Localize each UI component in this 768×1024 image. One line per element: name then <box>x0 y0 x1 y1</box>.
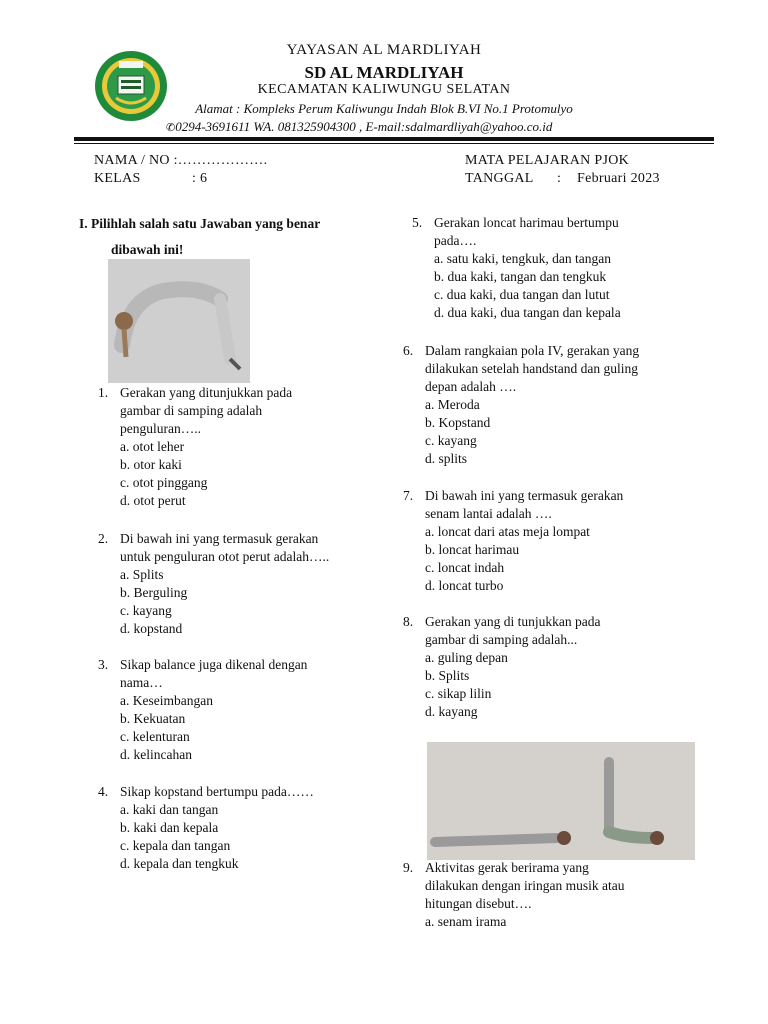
option-a[interactable]: a. Meroda <box>425 397 480 412</box>
option-b[interactable]: b. Berguling <box>120 585 188 600</box>
question-stem: Aktivitas gerak berirama yang <box>425 860 589 875</box>
question-stem: Di bawah ini yang termasuk gerakan <box>425 488 624 503</box>
option-c[interactable]: c. kelenturan <box>120 729 190 744</box>
section-title: I. Pilihlah salah satu Jawaban yang benar <box>79 216 321 231</box>
question-stem: Di bawah ini yang termasuk gerakan <box>120 531 319 546</box>
option-d[interactable]: d. kayang <box>425 704 478 719</box>
option-b[interactable]: b. loncat harimau <box>425 542 520 557</box>
question-6 <box>403 342 713 468</box>
option-a[interactable]: a. kaki dan tangan <box>120 802 219 817</box>
option-b[interactable]: b. dua kaki, tangan dan tengkuk <box>434 269 607 284</box>
option-a[interactable]: a. Splits <box>120 567 164 582</box>
question-stem: senam lantai adalah …. <box>425 506 552 521</box>
question-stem: Sikap balance juga dikenal dengan <box>120 657 308 672</box>
kayang-photo <box>108 259 250 383</box>
class-label: KELAS <box>94 171 141 186</box>
school-name: SD AL MARDLIYAH <box>304 63 464 82</box>
option-c[interactable]: c. kayang <box>425 433 477 448</box>
header-divider <box>74 137 714 141</box>
subject-label: MATA PELAJARAN PJOK <box>465 153 630 168</box>
option-d[interactable]: d. splits <box>425 451 468 466</box>
question-8 <box>403 613 713 721</box>
question-stem: gambar di samping adalah <box>120 403 263 418</box>
option-c[interactable]: c. sikap lilin <box>425 686 492 701</box>
question-number: 4. <box>98 784 109 799</box>
option-d[interactable]: d. kelincahan <box>120 747 192 762</box>
question-stem: pada…. <box>434 233 477 248</box>
option-c[interactable]: c. kayang <box>120 603 172 618</box>
name-field: NAMA / NO :………………. <box>94 153 268 168</box>
option-c[interactable]: c. loncat indah <box>425 560 505 575</box>
option-b[interactable]: b. Kekuatan <box>120 711 186 726</box>
option-b[interactable]: b. Kopstand <box>425 415 491 430</box>
question-stem: gambar di samping adalah... <box>425 632 578 647</box>
district-name: KECAMATAN KALIWUNGU SELATAN <box>257 82 511 97</box>
sikap-lilin-photo <box>427 742 695 860</box>
option-d[interactable]: d. dua kaki, dua tangan dan kepala <box>434 305 621 320</box>
question-9 <box>403 859 713 931</box>
question-number: 2. <box>98 531 109 546</box>
question-stem: penguluran….. <box>120 421 201 436</box>
school-contact: ✆0294-3691611 WA. 081325904300 , E-mail:sdalmardliyah@yahoo.co.id <box>166 119 553 134</box>
section-title-line2: dibawah ini! <box>111 242 184 257</box>
question-5 <box>412 214 712 322</box>
header-divider-thin <box>74 143 714 144</box>
question-number: 3. <box>98 657 109 672</box>
question-4 <box>98 783 378 873</box>
question-stem: Sikap kopstand bertumpu pada…… <box>120 784 314 799</box>
date-value: Februari 2023 <box>577 171 660 186</box>
question-3 <box>98 656 378 764</box>
question-number: 5. <box>412 215 423 230</box>
option-b[interactable]: b. otor kaki <box>120 457 182 472</box>
option-a[interactable]: a. satu kaki, tengkuk, dan tangan <box>434 251 611 266</box>
question-stem: Gerakan loncat harimau bertumpu <box>434 215 619 230</box>
option-b[interactable]: b. kaki dan kepala <box>120 820 219 835</box>
class-value: : 6 <box>192 171 208 186</box>
question-stem: nama… <box>120 675 163 690</box>
option-d[interactable]: d. kopstand <box>120 621 183 636</box>
question-number: 1. <box>98 385 109 400</box>
question-number: 8. <box>403 614 414 629</box>
question-stem: dilakukan dengan iringan musik atau <box>425 878 625 893</box>
date-label: TANGGAL <box>465 171 534 186</box>
option-b[interactable]: b. Splits <box>425 668 470 683</box>
question-number: 7. <box>403 488 414 503</box>
option-c[interactable]: c. kepala dan tangan <box>120 838 231 853</box>
option-c[interactable]: c. dua kaki, dua tangan dan lutut <box>434 287 610 302</box>
date-sep: : <box>557 171 562 186</box>
question-number: 6. <box>403 343 414 358</box>
option-a[interactable]: a. loncat dari atas meja lompat <box>425 524 590 539</box>
school-address: Alamat : Kompleks Perum Kaliwungu Indah Blok B.VI No.1 Protomulyo <box>195 101 573 116</box>
phone-icon: ✆ <box>166 122 176 134</box>
option-a[interactable]: a. guling depan <box>425 650 508 665</box>
option-a[interactable]: a. otot leher <box>120 439 185 454</box>
option-a[interactable]: a. Keseimbangan <box>120 693 213 708</box>
question-stem: Gerakan yang ditunjukkan pada <box>120 385 293 400</box>
question-stem: depan adalah …. <box>425 379 517 394</box>
question-1 <box>98 384 378 510</box>
question-stem: Gerakan yang di tunjukkan pada <box>425 614 601 629</box>
foundation-name: YAYASAN AL MARDLIYAH <box>286 42 482 58</box>
question-stem: untuk penguluran otot perut adalah….. <box>120 549 330 564</box>
question-2 <box>98 530 378 638</box>
option-d[interactable]: d. kepala dan tengkuk <box>120 856 239 871</box>
question-stem: Dalam rangkaian pola IV, gerakan yang <box>425 343 640 358</box>
question-stem: hitungan disebut…. <box>425 896 532 911</box>
question-number: 9. <box>403 860 414 875</box>
option-d[interactable]: d. loncat turbo <box>425 578 504 593</box>
option-c[interactable]: c. otot pinggang <box>120 475 208 490</box>
option-d[interactable]: d. otot perut <box>120 493 186 508</box>
option-a[interactable]: a. senam irama <box>425 914 507 929</box>
question-7 <box>403 487 713 595</box>
question-stem: dilakukan setelah handstand dan guling <box>425 361 638 376</box>
